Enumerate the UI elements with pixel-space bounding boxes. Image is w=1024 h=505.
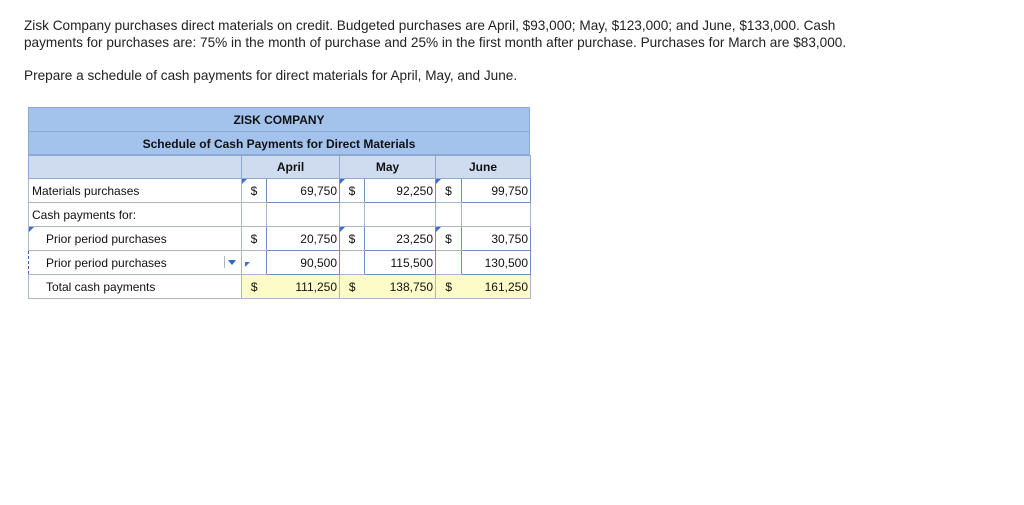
currency-symbol: $ [242,275,267,299]
total-june-value: 161,250 [462,275,531,299]
currency-symbol: $ [436,227,462,251]
column-header-may: May [340,156,436,179]
prior-period-row-1 [29,227,531,251]
materials-june-input[interactable]: 99,750 [462,179,531,203]
currency-symbol: $ [242,179,267,203]
chevron-down-icon[interactable] [224,256,239,268]
currency-symbol: $ [340,179,365,203]
currency-symbol: $ [242,227,267,251]
column-header-april: April [242,156,340,179]
blank-cell [340,251,365,275]
column-header-june: June [436,156,531,179]
blank-cell [462,203,531,227]
blank-cell [242,251,267,275]
cash-payments-schedule [28,107,530,299]
total-cash-payments-label: Total cash payments [29,275,242,299]
prior2-june-input[interactable]: 130,500 [462,251,531,275]
total-april-value: 111,250 [267,275,340,299]
materials-may-input[interactable]: 92,250 [365,179,436,203]
blank-cell [267,203,340,227]
prior-period-row-2 [29,251,531,275]
cash-payments-for-row [29,203,531,227]
prior1-june-input[interactable]: 30,750 [462,227,531,251]
currency-symbol: $ [340,275,365,299]
instruction-text: Prepare a schedule of cash payments for direct materials for April, May, and June. [24,68,518,83]
total-may-value: 138,750 [365,275,436,299]
currency-symbol: $ [436,275,462,299]
materials-purchases-label: Materials purchases [29,179,242,203]
blank-cell [242,203,267,227]
schedule-table [28,155,531,299]
blank-cell [365,203,436,227]
total-cash-payments-row [29,275,531,299]
problem-line-2: payments for purchases are: 75% in the month of purchase and 25% in the first month after purchase. Purchases for March are $83,000. [24,35,847,50]
currency-symbol: $ [340,227,365,251]
prior1-april-input[interactable]: 20,750 [267,227,340,251]
schedule-title: Schedule of Cash Payments for Direct Materials [28,131,530,155]
blank-cell [436,203,462,227]
blank-cell [340,203,365,227]
blank-cell [436,251,462,275]
prior2-april-input[interactable]: 90,500 [267,251,340,275]
prior-period-select-1[interactable]: Prior period purchases [29,227,242,251]
materials-purchases-row [29,179,531,203]
company-name: ZISK COMPANY [28,107,530,131]
problem-line-1: Zisk Company purchases direct materials on credit. Budgeted purchases are April, $93,000; May, $123,000; and June, $133,000. Cash [24,18,836,33]
prior1-may-input[interactable]: 23,250 [365,227,436,251]
prior2-may-input[interactable]: 115,500 [365,251,436,275]
materials-april-input[interactable]: 69,750 [267,179,340,203]
cash-payments-for-label: Cash payments for: [29,203,242,227]
problem-statement [24,17,1004,51]
prior-period-select-2[interactable]: Prior period purchases [29,251,242,275]
currency-symbol: $ [436,179,462,203]
column-header-row [29,156,531,179]
label-column-header [29,156,242,179]
